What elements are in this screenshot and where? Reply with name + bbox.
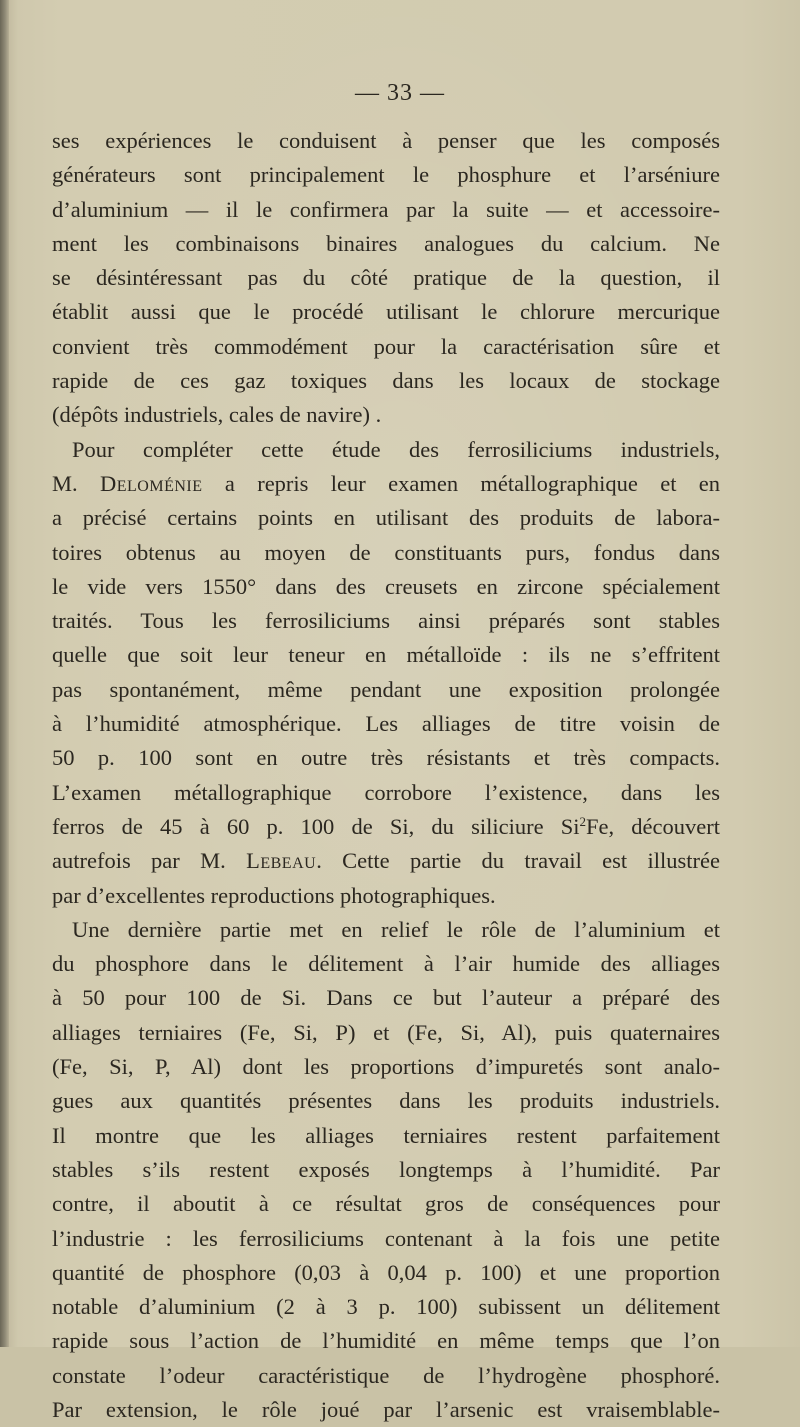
text-line: ment les combinaisons binaires analogues du calcium. Ne [52, 230, 720, 256]
text-line: du phosphore dans le délitement à l’air humide des alliages [52, 951, 720, 977]
text-line: (dépôts industriels, cales de navire) . [52, 402, 382, 428]
text-line: générateurs sont principalement le phosphure et l’arséniure [52, 162, 720, 188]
text-line: stables s’ils restent exposés longtemps à l’humidité. Par [52, 1156, 720, 1182]
text-line: établit aussi que le procédé utilisant le chlorure mercurique [52, 299, 720, 325]
text-line: rapide de ces gaz toxiques dans les locaux de stockage [52, 368, 720, 394]
superscript: 2 [579, 813, 586, 829]
text-line: à 50 pour 100 de Si. Dans ce but l’auteur a préparé des [52, 985, 720, 1011]
text-fragment: a repris leur examen métallographique et en [224, 470, 721, 496]
text-line: quelle que soit leur teneur en métalloïde : ils ne s’effritent [52, 642, 720, 668]
text-line: Par extension, le rôle joué par l’arsenic est vraisemblable- [52, 1396, 720, 1422]
author-name-delomenie: Deloménie [100, 470, 203, 496]
text-line [52, 467, 720, 501]
text-line: à l’humidité atmosphérique. Les alliages de titre voisin de [52, 711, 720, 737]
text-fragment: Fe, découvert [586, 813, 720, 839]
text-line: alliages terniaires (Fe, Si, P) et (Fe, Si, Al), puis quaternaires [52, 1019, 720, 1045]
page-number: — 33 — [355, 80, 445, 106]
text-line: a précisé certains points en utilisant des produits de labora- [52, 505, 720, 531]
text-line: se désintéressant pas du côté pratique de la question, il [52, 265, 720, 291]
text-line: par d’excellentes reproductions photographiques. [52, 882, 496, 908]
text-line: gues aux quantités présentes dans les produits industriels. [52, 1088, 720, 1114]
book-gutter-shadow [0, 0, 9, 1347]
name-prefix: M. [52, 470, 78, 496]
text-line: le vide vers 1550° dans des creusets en zircone spécialement [52, 573, 720, 599]
text-line: traités. Tous les ferrosiliciums ainsi préparés sont stables [52, 608, 720, 634]
text-line: contre, il aboutit à ce résultat gros de conséquences pour [52, 1191, 720, 1217]
text-line: Il montre que les alliages terniaires restent parfaitement [52, 1122, 720, 1148]
body-text [52, 124, 720, 1427]
text-fragment: autrefois par M. [52, 848, 226, 874]
text-line: (Fe, Si, P, Al) dont les proportions d’impuretés sont analo- [52, 1054, 720, 1080]
text-line: rapide sous l’action de l’humidité en même temps que l’on [52, 1328, 720, 1354]
text-line: pas spontanément, même pendant une exposition prolongée [52, 676, 720, 702]
text-line: 50 p. 100 sont en outre très résistants et très compacts. [52, 745, 720, 771]
text-line [52, 810, 720, 844]
text-line: quantité de phosphore (0,03 à 0,04 p. 100) et une proportion [52, 1259, 720, 1285]
text-line: notable d’aluminium (2 à 3 p. 100) subissent un délitement [52, 1294, 720, 1320]
text-line: constate l’odeur caractéristique de l’hydrogène phosphoré. [52, 1362, 720, 1388]
text-line: ses expériences le conduisent à penser que les composés [52, 128, 720, 153]
text-line: Pour compléter cette étude des ferrosiliciums industriels, [72, 436, 720, 462]
text-line: toires obtenus au moyen de constituants purs, fondus dans [52, 539, 720, 565]
text-line: convient très commodément pour la caractérisation sûre et [52, 333, 720, 359]
text-line: l’industrie : les ferrosiliciums contenant à la fois une petite [52, 1225, 720, 1251]
text-line: d’aluminium — il le confirmera par la suite — et accessoire- [52, 196, 720, 222]
text-line: L’examen métallographique corrobore l’existence, dans les [52, 779, 720, 805]
text-line [52, 844, 720, 878]
text-fragment: ferros de 45 à 60 p. 100 de Si, du siliciure Si [52, 813, 580, 839]
text-line: Une dernière partie met en relief le rôle de l’aluminium et [72, 916, 720, 942]
text-fragment: . Cette partie du travail est illustrée [316, 848, 720, 874]
author-name-lebeau: Lebeau [246, 848, 317, 874]
